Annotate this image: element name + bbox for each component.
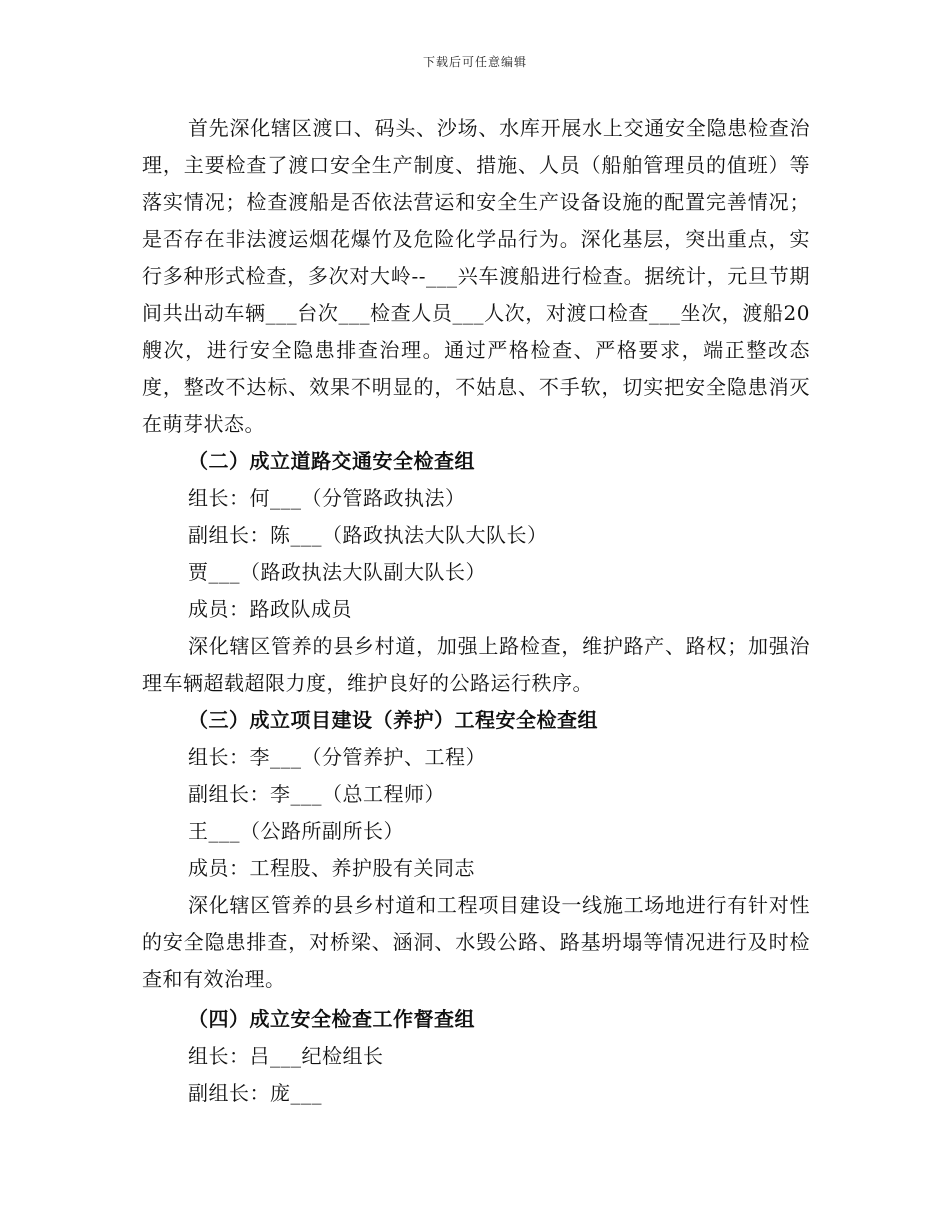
section4-heading: （四）成立安全检查工作督查组 — [188, 1007, 475, 1031]
section4-leader: 组长：吕___纪检组长 — [188, 1044, 384, 1068]
section3-leader: 组长：李___（分管养护、工程） — [188, 745, 486, 769]
section2-members: 成员：路政队成员 — [188, 597, 352, 621]
section3-deputy1: 副组长：李___（总工程师） — [188, 782, 445, 806]
section1-paragraph: 首先深化辖区渡口、码头、沙场、水库开展水上交通安全隐患检查治理，主要检查了渡口安全生产制度、措施、人员（船舶管理员的值班）等落实情况；检查渡船是否依法营运和安全生产设备设施的配置完善情况；是否存在非法渡运烟花爆竹及危险化学品行为。深化基层，突出重点，实行多种形式检查，多次对大岭--___兴车渡船进行检查。据统计，元旦节期间共出动车辆___台次___检查人员___人次，对渡口检查___坐次，渡船20艘次，进行安全隐患排查治理。通过严格检查、严格要求，端正整改态度，整改不达标、效果不明显的，不姑息、不手软，切实把安全隐患消灭在萌芽状态。 — [142, 116, 810, 436]
section2-deputy1: 副组长：陈___（路政执法大队大队长） — [188, 523, 548, 547]
section3-heading: （三）成立项目建设（养护）工程安全检查组 — [188, 708, 598, 732]
document-body — [142, 110, 810, 1112]
section3-deputy2: 王___（公路所副所长） — [188, 819, 404, 843]
section2-leader: 组长：何___（分管路政执法） — [188, 486, 466, 510]
section3-members: 成员：工程股、养护股有关同志 — [188, 856, 475, 880]
section4-deputy1: 副组长：庞___ — [188, 1081, 322, 1105]
section2-paragraph: 深化辖区管养的县乡村道，加强上路检查，维护路产、路权；加强治理车辆超载超限力度，维护良好的公路运行秩序。 — [142, 634, 810, 695]
page-header: 下载后可任意编辑 — [422, 55, 527, 69]
section3-paragraph: 深化辖区管养的县乡村道和工程项目建设一线施工场地进行有针对性的安全隐患排查，对桥梁、涵洞、水毁公路、路基坍塌等情况进行及时检查和有效治理。 — [142, 893, 810, 991]
section2-heading: （二）成立道路交通安全检查组 — [188, 449, 475, 473]
section2-deputy2: 贾___（路政执法大队副大队长） — [188, 560, 486, 584]
